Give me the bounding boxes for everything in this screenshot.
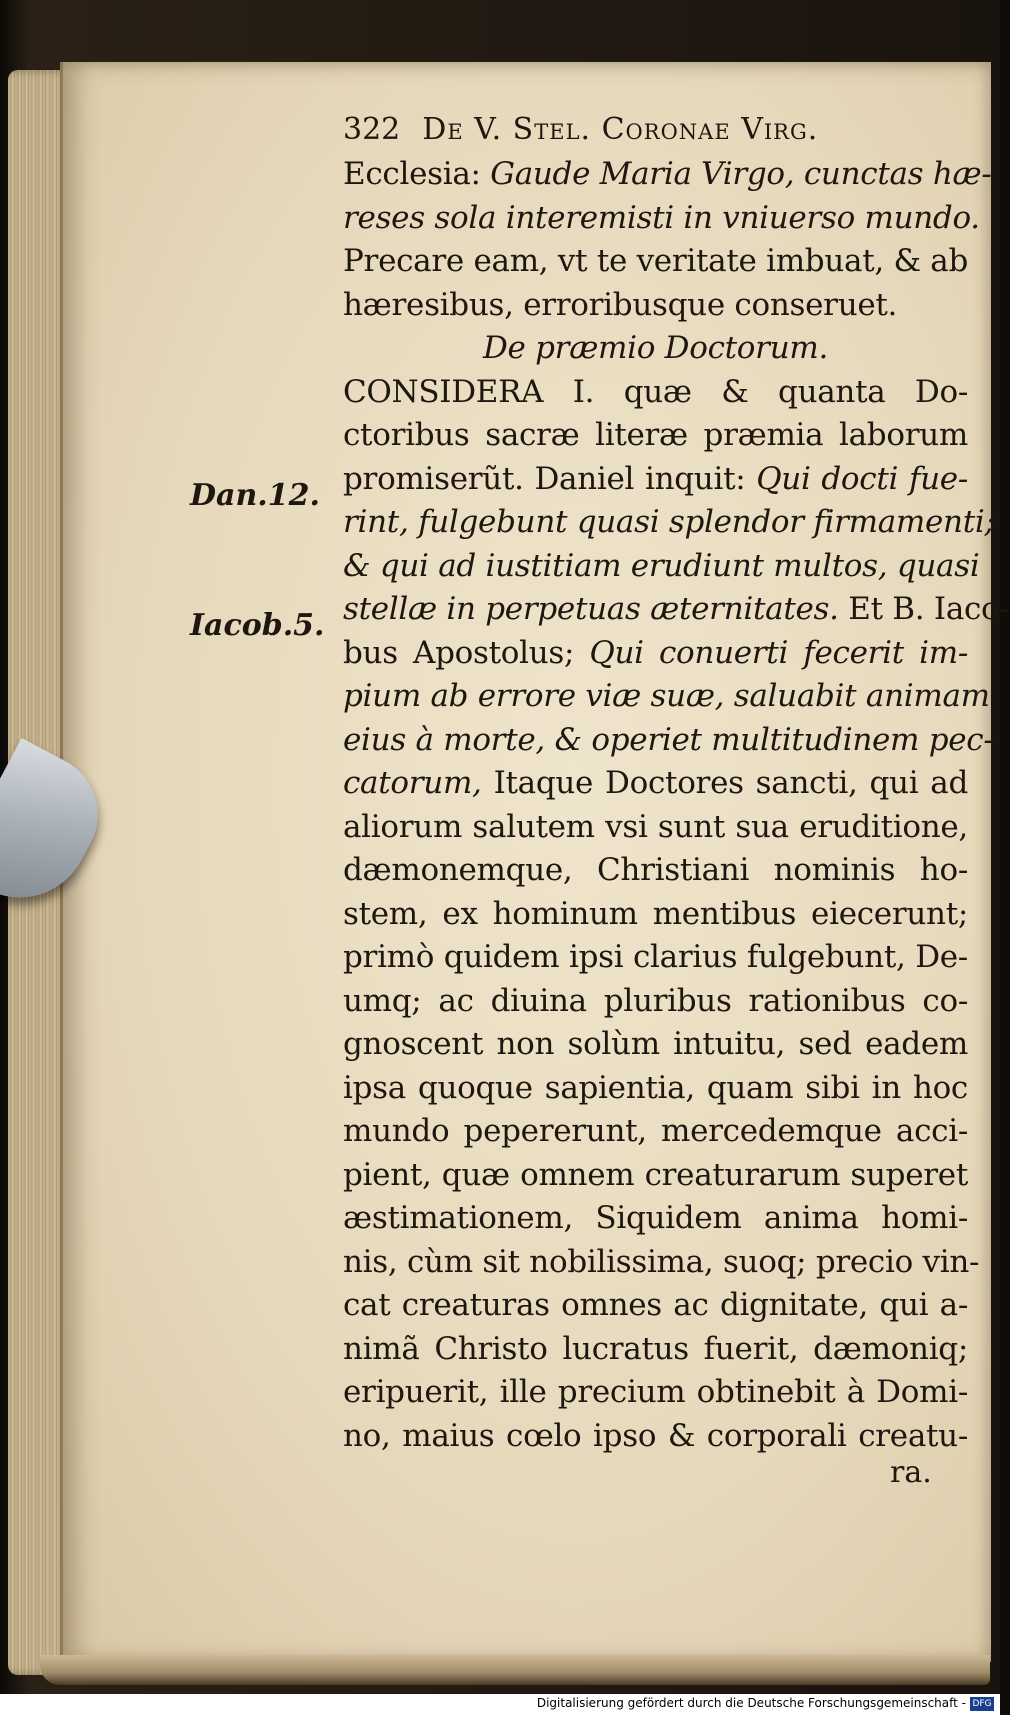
text-segment: Itaque Doctores sancti, qui ad bbox=[481, 765, 968, 801]
text-line: gnoscent non solùm intuitu, sed eadem bbox=[343, 1026, 968, 1062]
running-header bbox=[343, 107, 968, 153]
margin-note-daniel: Dan.12. bbox=[190, 478, 320, 513]
text-line bbox=[343, 632, 968, 676]
text-line: & qui ad iustitiam erudiunt multos, quasi bbox=[343, 547, 980, 584]
page-number: 322 bbox=[343, 112, 401, 147]
body-text bbox=[343, 153, 1010, 1458]
text-segment: Et B. Iaco- bbox=[838, 591, 1010, 627]
margin-note-iacob: Iacob.5. bbox=[190, 608, 325, 643]
text-line: reses sola interemisti in vniuerso mundo. bbox=[343, 199, 980, 236]
catchword: ra. bbox=[890, 1455, 932, 1490]
text-segment: Qui conuerti fecerit im- bbox=[574, 634, 968, 671]
text-line: rint, fulgebunt quasi splendor firmamenti; bbox=[343, 504, 995, 540]
text-line: De præmio Doctorum. bbox=[482, 330, 829, 366]
text-line: eripuerit, ille precium obtinebit à Domi- bbox=[343, 1374, 968, 1410]
text-segment: catorum, bbox=[343, 765, 482, 801]
text-line: stem, ex hominum mentibus eiecerunt; bbox=[343, 895, 968, 932]
text-line: nimã Christo lucratus fuerit, dæmoniq; bbox=[343, 1330, 968, 1367]
text-line: hæresibus, erroribusque conseruet. bbox=[343, 286, 898, 323]
text-line: ctoribus sacræ literæ præmia laborum bbox=[343, 417, 968, 453]
text-segment: promiserũt. Daniel inquit: bbox=[343, 460, 746, 497]
text-line: æstimationem, Siquidem anima homi- bbox=[343, 1200, 968, 1236]
text-line: dæmonemque, Christiani nominis ho- bbox=[343, 852, 968, 888]
text-line: primò quidem ipsi clarius fulgebunt, De- bbox=[343, 939, 968, 975]
dfg-logo: DFG bbox=[970, 1697, 994, 1711]
text-line: cat creaturas omnes ac dignitate, qui a- bbox=[343, 1287, 968, 1323]
text-line: mundo pepererunt, mercedemque acci- bbox=[343, 1113, 968, 1149]
text-line: ipsa quoque sapientia, quam sibi in hoc bbox=[343, 1069, 968, 1106]
text-line: pient, quæ omnem creaturarum superet bbox=[343, 1156, 968, 1193]
text-segment: Gaude Maria Virgo, cunctas hæ- bbox=[480, 156, 992, 192]
text-line: nis, cùm sit nobilissima, suoq; precio vin- bbox=[343, 1243, 980, 1280]
text-line: CONSIDERA I. quæ & quanta Do- bbox=[343, 373, 968, 410]
text-line: eius à morte, & operiet multitudinem pec- bbox=[343, 721, 994, 758]
text-line: umq; ac diuina pluribus rationibus co- bbox=[343, 982, 968, 1019]
page-bottom-edge bbox=[40, 1655, 990, 1685]
text-line: Precare eam, vt te veritate imbuat, & ab bbox=[343, 243, 969, 279]
page-text bbox=[343, 107, 1010, 1458]
text-line: aliorum salutem vsi sunt sua eruditione, bbox=[343, 808, 968, 845]
footer-credit: Digitalisierung gefördert durch die Deutsche Forschungsgemeinschaft - bbox=[536, 1696, 966, 1710]
text-line bbox=[343, 153, 992, 197]
text-line: pium ab errore viæ suæ, saluabit animam bbox=[343, 678, 990, 714]
text-line: no, maius cœlo ipso & corporali creatu- bbox=[343, 1417, 968, 1454]
text-segment: stellæ in perpetuas æternitates. bbox=[343, 591, 839, 627]
text-segment: bus Apostolus; bbox=[343, 634, 575, 671]
running-title: De V. Stel. Coronae Virg. bbox=[422, 112, 819, 147]
text-line bbox=[343, 458, 968, 502]
text-line bbox=[343, 588, 1010, 632]
text-line bbox=[343, 762, 968, 806]
text-segment: Qui docti fue- bbox=[745, 460, 968, 497]
text-segment: Ecclesia: bbox=[343, 156, 481, 192]
